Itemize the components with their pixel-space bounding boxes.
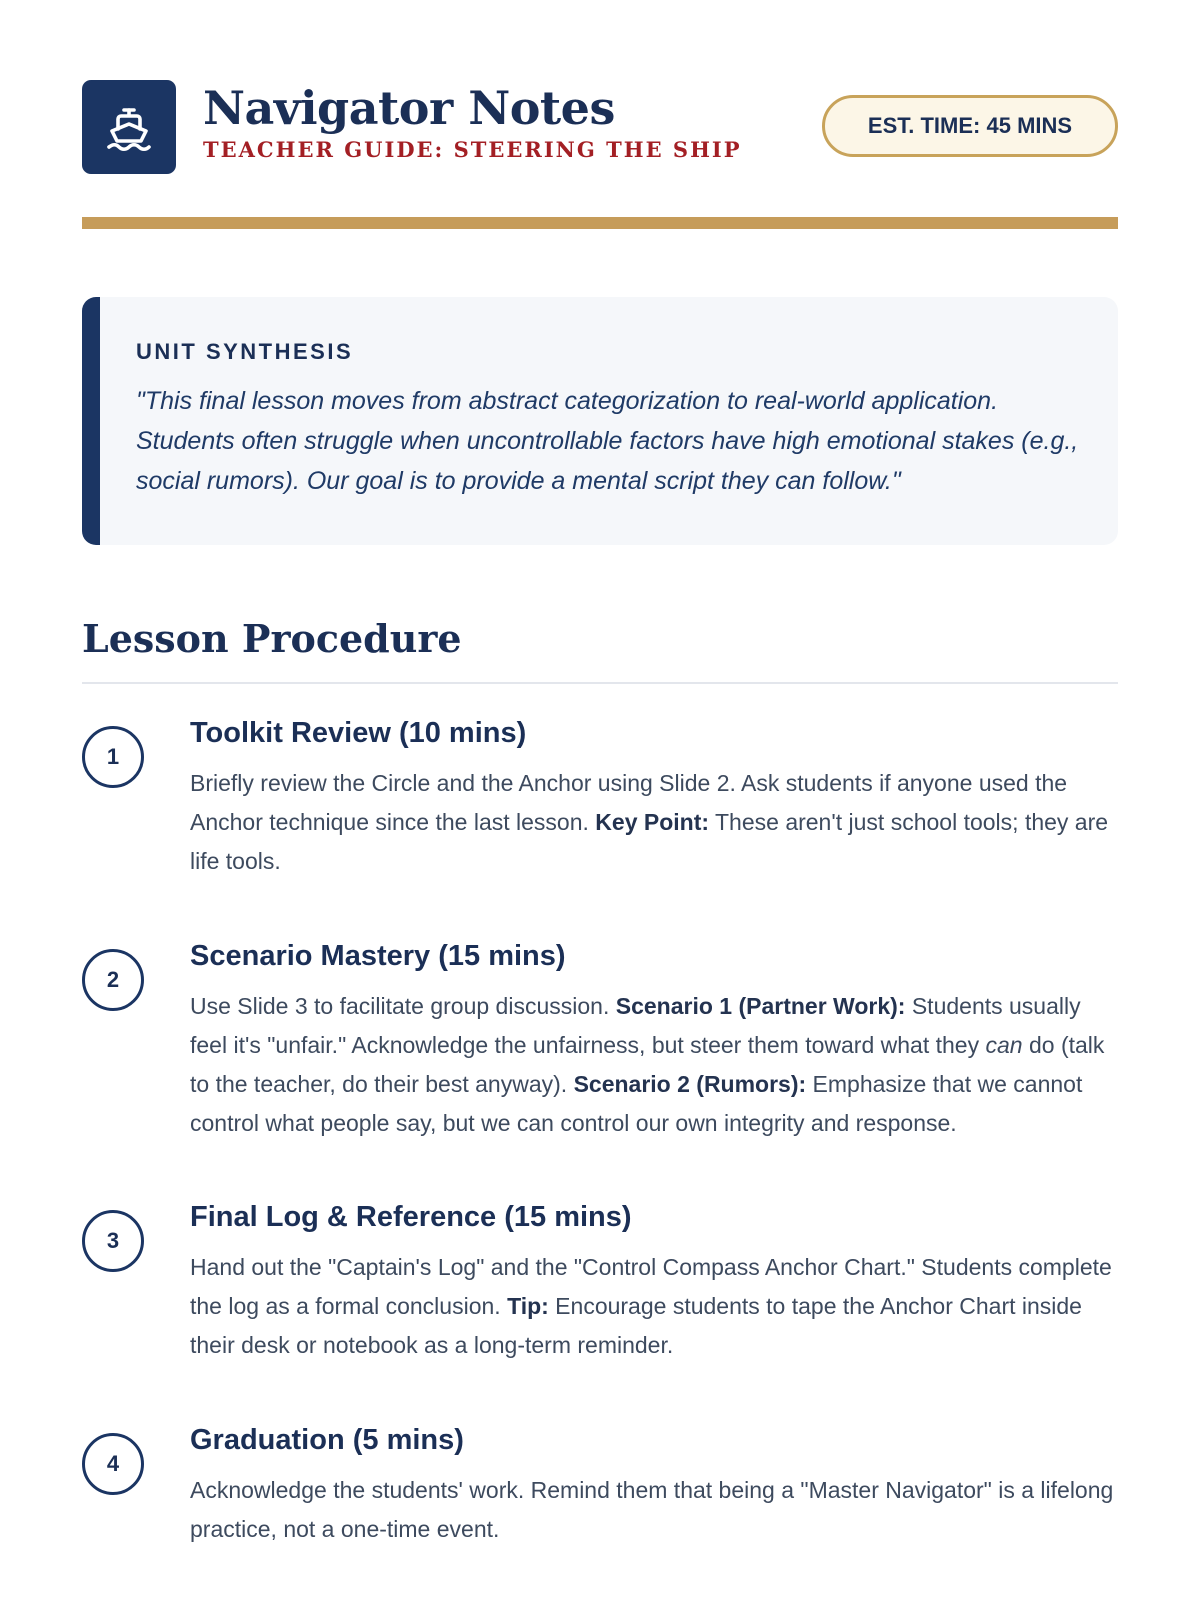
section-divider xyxy=(82,682,1118,684)
page-subtitle: TEACHER GUIDE: STEERING THE SHIP xyxy=(203,136,742,162)
step-body xyxy=(190,714,1118,881)
step-title: Graduation (5 mins) xyxy=(190,1424,464,1456)
step-italic: can xyxy=(985,1032,1023,1058)
step-text: Students usually feel it's "unfair." Acknowledge the unfairness, but steer them toward what they xyxy=(190,993,1081,1058)
step-description xyxy=(190,764,1118,881)
step-number-badge: 3 xyxy=(82,1210,144,1272)
step-description xyxy=(190,1471,1118,1549)
header xyxy=(82,80,1118,176)
step-body xyxy=(190,1198,1118,1365)
step-body xyxy=(190,1421,1118,1549)
logo xyxy=(82,80,176,174)
step-text: These aren't just school tools; they are life tools. xyxy=(190,809,1109,874)
step-description xyxy=(190,987,1118,1143)
header-divider xyxy=(82,217,1118,229)
step-text: Acknowledge the students' work. Remind them that being a "Master Navigator" is a lifelong practice, not a one-time event. xyxy=(190,1477,1114,1542)
step-text: Hand out the "Captain's Log" and the "Control Compass Anchor Chart." Students complete the log as a formal conclusion. xyxy=(190,1254,1112,1319)
step-text: Briefly review the Circle and the Anchor using Slide 2. Ask students if anyone used the Anchor technique since the last lesson. xyxy=(190,770,1068,835)
step-text: do (talk to the teacher, do their best anyway). xyxy=(190,1032,1105,1097)
step-number-badge: 2 xyxy=(82,949,144,1011)
step-text: Encourage students to tape the Anchor Chart inside their desk or notebook as a long-term reminder. xyxy=(190,1293,1082,1358)
unit-synthesis-callout xyxy=(82,297,1118,545)
synthesis-quote: "This final lesson moves from abstract categorization to real-world application. Students often struggle when uncontrollable factors have high emotional stakes (e.g., social rumors). Our goal is to provide a mental script they can follow." xyxy=(136,387,1079,495)
step-body xyxy=(190,937,1118,1143)
step-description xyxy=(190,1248,1118,1365)
step-emphasis: Tip: xyxy=(507,1293,549,1319)
title-block xyxy=(203,82,742,162)
step-title: Final Log & Reference (15 mins) xyxy=(190,1201,632,1233)
synthesis-heading: UNIT SYNTHESIS xyxy=(136,339,354,364)
step-number-badge: 1 xyxy=(82,726,144,788)
step-emphasis: Scenario 2 (Rumors): xyxy=(573,1071,807,1097)
time-badge: EST. TIME: 45 MINS xyxy=(822,95,1118,157)
step-title: Scenario Mastery (15 mins) xyxy=(190,940,566,972)
page-title: Navigator Notes xyxy=(203,81,615,135)
section-title: Lesson Procedure xyxy=(82,616,462,661)
ship-icon xyxy=(104,102,154,152)
step-emphasis: Key Point: xyxy=(595,809,710,835)
step-number-badge: 4 xyxy=(82,1433,144,1495)
step-text: Emphasize that we cannot control what people say, but we can control our own integrity and response. xyxy=(190,1071,1083,1136)
step-text: Use Slide 3 to facilitate group discussion. xyxy=(190,993,616,1019)
step-title: Toolkit Review (10 mins) xyxy=(190,717,527,749)
step-emphasis: Scenario 1 (Partner Work): xyxy=(615,993,906,1019)
